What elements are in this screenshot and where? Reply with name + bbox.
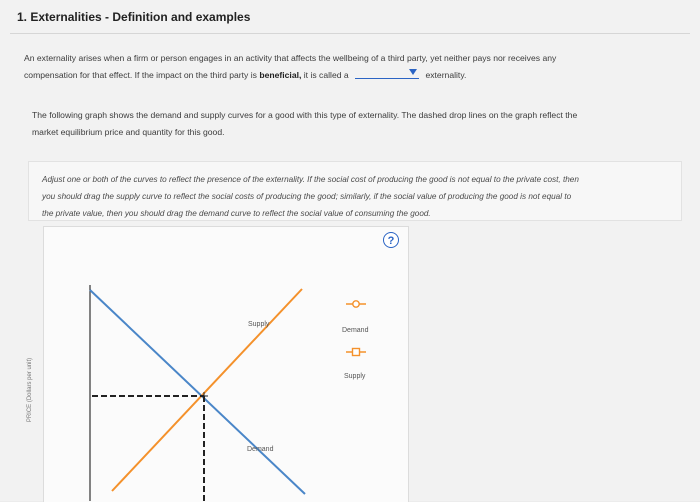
- legend-demand-label: Demand: [342, 327, 369, 334]
- equilibrium-point: [200, 392, 208, 400]
- question-title: 1. Externalities - Definition and examples: [17, 10, 251, 24]
- instruction-line: Adjust one or both of the curves to reflect the presence of the externality. If the social cost of producing the good is not equal to the private cost, then: [42, 175, 579, 184]
- circle-marker-icon[interactable]: [353, 301, 359, 307]
- square-marker-icon[interactable]: [353, 349, 360, 356]
- legend-supply-tool[interactable]: [346, 349, 366, 356]
- legend-supply-label: Supply: [344, 373, 366, 380]
- paragraph-line: An externality arises when a firm or person engages in an activity that affects the wellbeing of a third party, yet neither pays nor receives any: [24, 53, 557, 63]
- y-axis-label: PRICE (Dollars per unit): [27, 357, 33, 423]
- legend-demand-tool[interactable]: [346, 301, 366, 307]
- instruction-line: the private value, then you should drag the demand curve to reflect the social value of consuming the good.: [42, 209, 431, 218]
- demand-curve-label: Demand: [247, 446, 274, 453]
- paragraph-line: market equilibrium price and quantity for this good.: [32, 127, 225, 137]
- help-button[interactable]: ?: [383, 232, 399, 248]
- supply-curve[interactable]: [112, 289, 302, 491]
- supply-curve-label: Supply: [248, 321, 270, 328]
- paragraph-line: The following graph shows the demand and supply curves for a good with this type of externality. The dashed drop lines on the graph reflect the: [32, 110, 578, 120]
- paragraph-text: compensation for that effect. If the impact on the third party is: [24, 70, 257, 80]
- paragraph-text: it is called a: [303, 70, 349, 80]
- instruction-line: you should drag the supply curve to reflect the social costs of producing the good; similarly, if the social value of producing the good is not equal to: [42, 192, 572, 201]
- paragraph-text: externality.: [425, 70, 467, 80]
- bold-term: beneficial,: [259, 70, 302, 80]
